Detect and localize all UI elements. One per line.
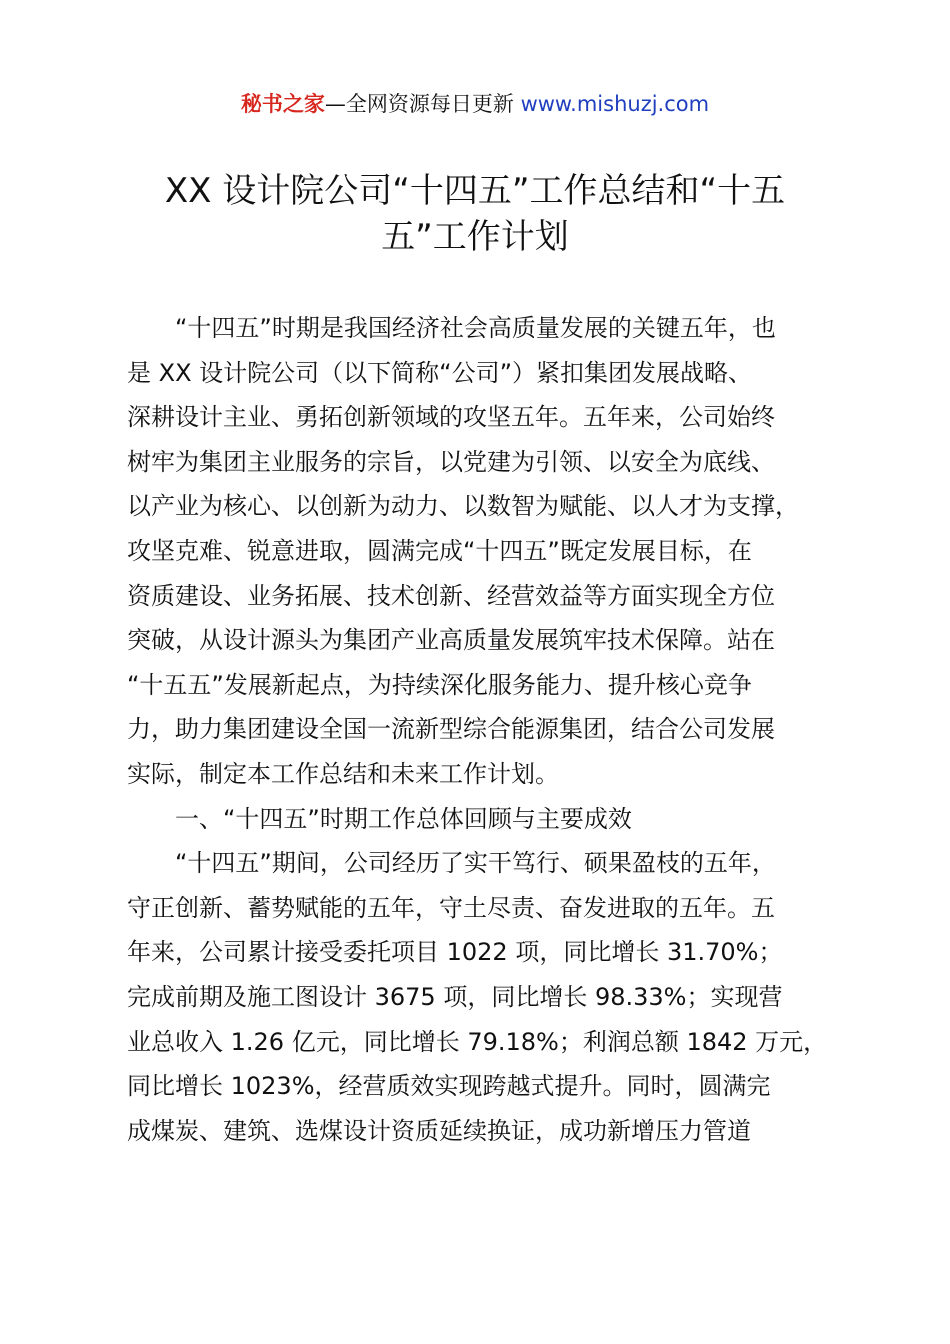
site-brand: 秘书之家 <box>240 92 325 116</box>
body-line: “十五五”发展新起点，为持续深化服务能力、提升核心竞争 <box>127 670 752 699</box>
body-line: 业总收入 1.26 亿元，同比增长 79.18%；利润总额 1842 万元， <box>127 1027 828 1056</box>
body-line: 是 XX 设计院公司（以下简称“公司”）紧扣集团发展战略、 <box>127 358 753 387</box>
body-line: 力，助力集团建设全国一流新型综合能源集团，结合公司发展 <box>127 715 775 744</box>
body-line: 以产业为核心、以创新为动力、以数智为赋能、以人才为支撑， <box>127 492 799 521</box>
body-line: “十四五”期间，公司经历了实干笃行、硕果盈枝的五年， <box>175 849 776 878</box>
body-line: 年来，公司累计接受委托项目 1022 项，同比增长 31.70%； <box>127 938 783 967</box>
body-line: 攻坚克难、锐意进取，圆满完成“十四五”既定发展目标，在 <box>127 536 752 565</box>
body-line: 深耕设计主业、勇拓创新领域的攻坚五年。五年来，公司始终 <box>127 403 775 432</box>
body-line: 完成前期及施工图设计 3675 项，同比增长 98.33%；实现营 <box>127 982 783 1011</box>
body-line: 成煤炭、建筑、选煤设计资质延续换证，成功新增压力管道 <box>127 1116 751 1145</box>
body-line: 实际，制定本工作总结和未来工作计划。 <box>127 759 559 788</box>
site-header <box>0 88 950 120</box>
site-url-link[interactable]: www.mishuzj.com <box>520 92 710 116</box>
document-title <box>95 168 855 260</box>
site-slogan: —全网资源每日更新 <box>324 92 521 116</box>
body-line: 树牢为集团主业服务的宗旨，以党建为引领、以安全为底线、 <box>127 447 775 476</box>
title-line-2: 五”工作计划 <box>381 217 569 257</box>
title-line-1: XX 设计院公司“十四五”工作总结和“十五 <box>164 171 786 211</box>
body-line: 同比增长 1023%，经营质效实现跨越式提升。同时，圆满完 <box>127 1072 771 1101</box>
body-line: 突破，从设计源头为集团产业高质量发展筑牢技术保障。站在 <box>127 626 775 655</box>
section-heading: 一、“十四五”时期工作总体回顾与主要成效 <box>175 804 632 833</box>
document-body <box>127 306 862 1153</box>
body-line: “十四五”时期是我国经济社会高质量发展的关键五年，也 <box>175 314 776 342</box>
body-line: 守正创新、蓄势赋能的五年，守土尽责、奋发进取的五年。五 <box>127 893 775 922</box>
body-line: 资质建设、业务拓展、技术创新、经营效益等方面实现全方位 <box>127 581 775 610</box>
